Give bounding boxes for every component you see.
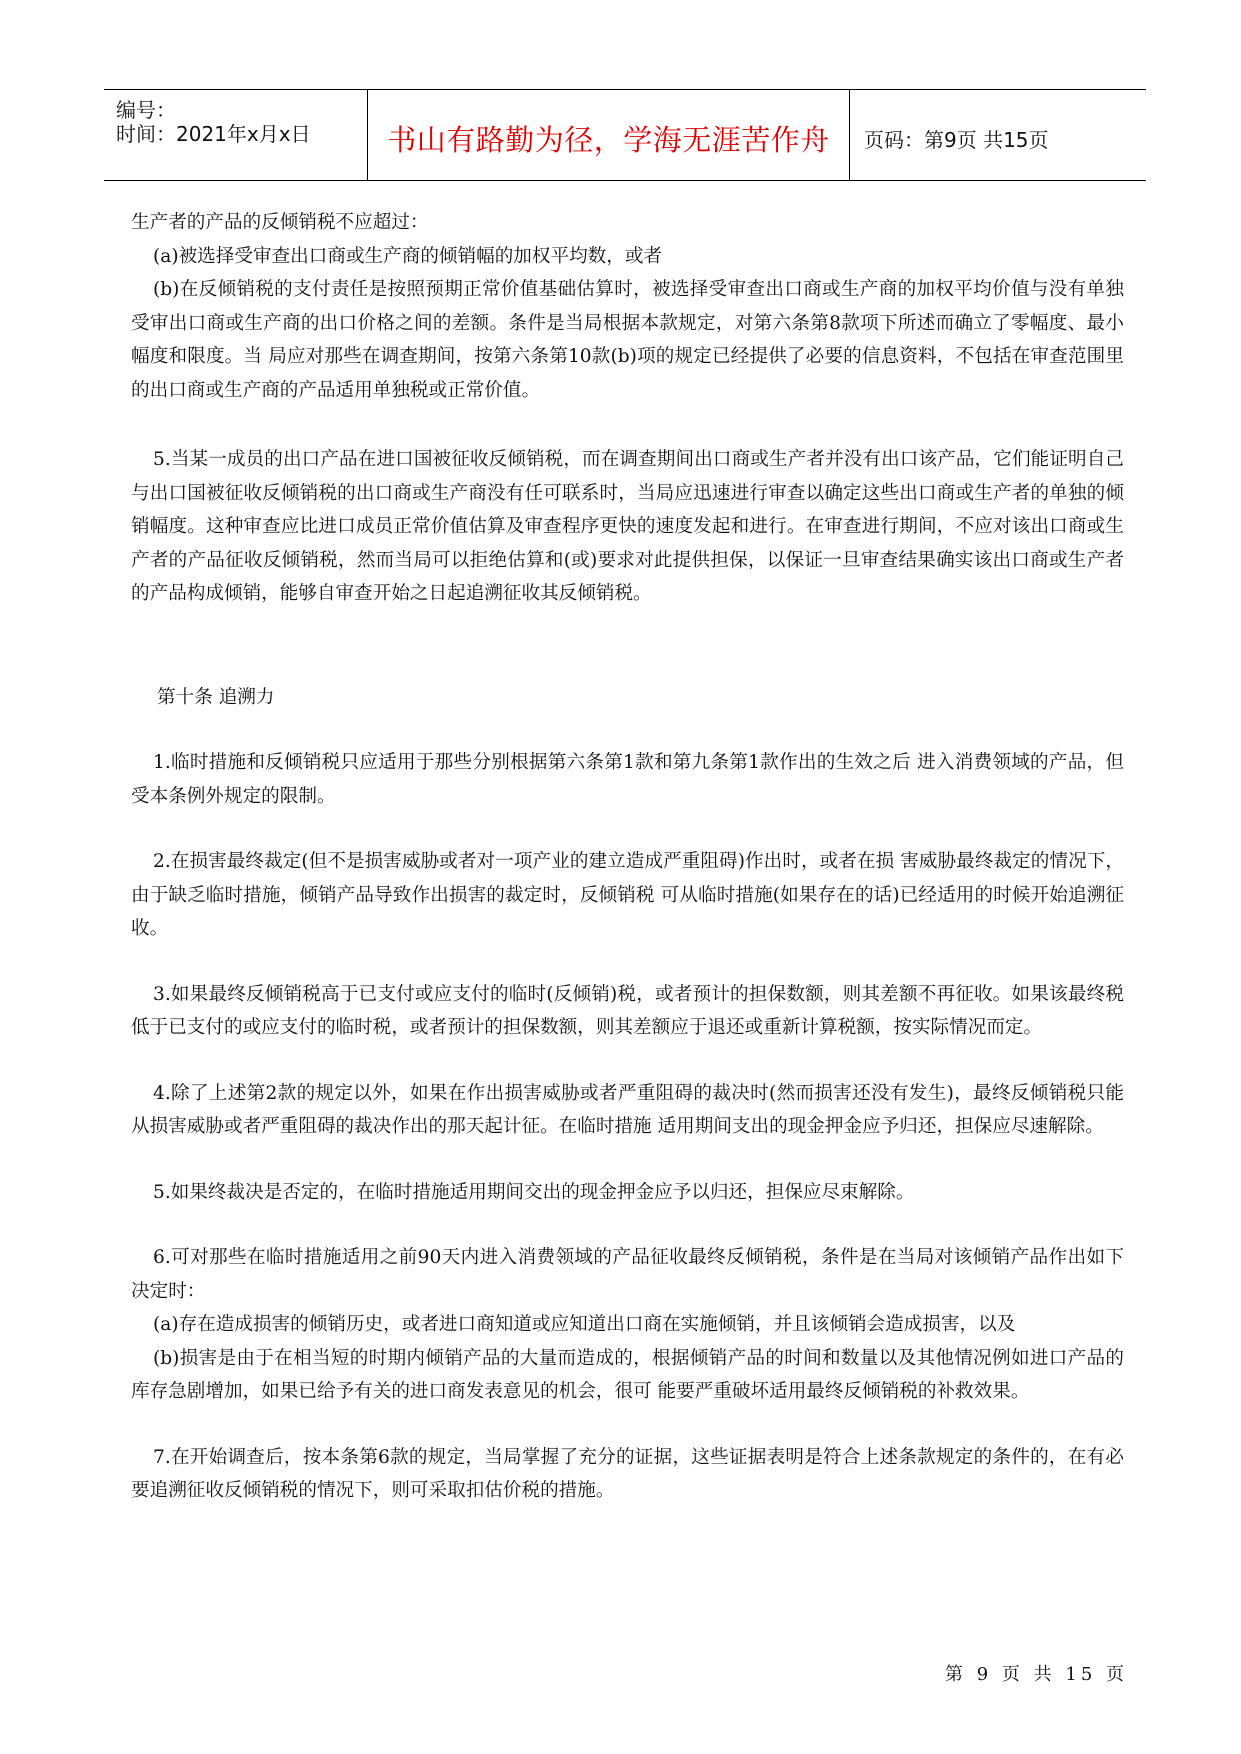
paragraph: 5.如果终裁决是否定的，在临时措施适用期间交出的现金押金应予以归还，担保应尽束解除。 xyxy=(153,1181,915,1203)
header-motto: 书山有路勤为径，学海无涯苦作舟 xyxy=(387,123,830,157)
paragraph: 1.临时措施和反倾销税只应适用于那些分别根据第六条第1款和第九条第1款作出的生效之后 进入消费领域的产品，但受本条例外规定的限制。 xyxy=(131,752,1124,807)
paragraph: (b)损害是由于在相当短的时期内倾销产品的大量而造成的，根据倾销产品的时间和数量以及其他情况例如进口产品的库存急剧增加，如果已给予有关的进口商发表意见的机会，很可 能要严重破坏适用最终反倾销税的补救效果。 xyxy=(131,1347,1124,1402)
page-footer: 第 9 页 共 15 页 xyxy=(945,1664,1128,1685)
paragraph: 5.当某一成员的出口产品在进口国被征收反倾销税，而在调查期间出口商或生产者并没有出口该产品，它们能证明自己与出口国被征收反倾销税的出口商或生产商没有任可联系时，当局应迅速进行审查以确定这些出口商或生产者的单独的倾销幅度。这种审查应比进口成员正常价值估算及审查程序更快的速度发起和进行。在审查进行期间，不应对该出口商或生产者的产品征收反倾销税，然而当局可以拒绝估算和(或)要求对此提供担保，以保证一旦审查结果确实该出口商或生产者的产品构成倾销，能够自审查开始之日起追溯征收其反倾销税。 xyxy=(131,449,1124,604)
document-number-label: 编号： xyxy=(116,98,176,122)
paragraph: (a)被选择受审查出口商或生产商的倾销幅的加权平均数，或者 xyxy=(153,245,663,267)
header-right-cell xyxy=(850,90,1146,180)
header-middle-cell xyxy=(368,90,850,180)
article-heading: 第十条 追溯力 xyxy=(157,686,275,708)
paragraph: 2.在损害最终裁定(但不是损害威胁或者对一项产业的建立造成严重阻碍)作出时，或者在损 害威胁最终裁定的情况下，由于缺乏临时措施，倾销产品导致作出损害的裁定时，反倾销税 可从临时措施(如果存在的话)已经适用的时候开始追溯征收。 xyxy=(131,851,1124,939)
paragraph: (a)存在造成损害的倾销历史，或者进口商知道或应知道出口商在实施倾销，并且该倾销会造成损害，以及 xyxy=(153,1314,1016,1335)
paragraph: 生产者的产品的反倾销税不应超过： xyxy=(131,212,429,233)
header-left-cell xyxy=(104,90,368,180)
paragraph: 3.如果最终反倾销税高于已支付或应支付的临时(反倾销)税，或者预计的担保数额，则其差额不再征收。如果该最终税低于已支付的或应支付的临时税，或者预计的担保数额，则其差额应于退还或重新计算税额，按实际情况而定。 xyxy=(131,983,1124,1038)
document-body xyxy=(131,206,1124,1508)
page-header xyxy=(104,89,1146,181)
document-time-label: 时间：2021年x月x日 xyxy=(116,122,311,146)
paragraph: (b)在反倾销税的支付责任是按照预期正常价值基础估算时，被选择受审查出口商或生产商的加权平均价值与没有单独受审出口商或生产商的出口价格之间的差额。条件是当局根据本款规定，对第六条第8款项下所述而确立了零幅度、最小幅度和限度。当 局应对那些在调查期间，按第六条第10款(b)项的规定已经提供了必要的信息资料，不包括在审查范围里的出口商或生产商的产品适用单独税或正常价值。 xyxy=(131,279,1124,401)
paragraph: 6.可对那些在临时措施适用之前90天内进入消费领域的产品征收最终反倾销税，条件是在当局对该倾销产品作出如下决定时： xyxy=(131,1247,1124,1302)
paragraph: 7.在开始调查后，按本条第6款的规定，当局掌握了充分的证据，这些证据表明是符合上述条款规定的条件的，在有必要追溯征收反倾销税的情况下，则可采取扣估价税的措施。 xyxy=(131,1446,1124,1501)
paragraph: 4.除了上述第2款的规定以外，如果在作出损害威胁或者严重阻碍的裁决时(然而损害还没有发生)，最终反倾销税只能从损害威胁或者严重阻碍的裁决作出的那天起计征。在临时措施 适用期间支出的现金押金应予归还，担保应尽速解除。 xyxy=(131,1082,1124,1137)
header-page-label: 页码：第9页 共15页 xyxy=(864,128,1049,152)
